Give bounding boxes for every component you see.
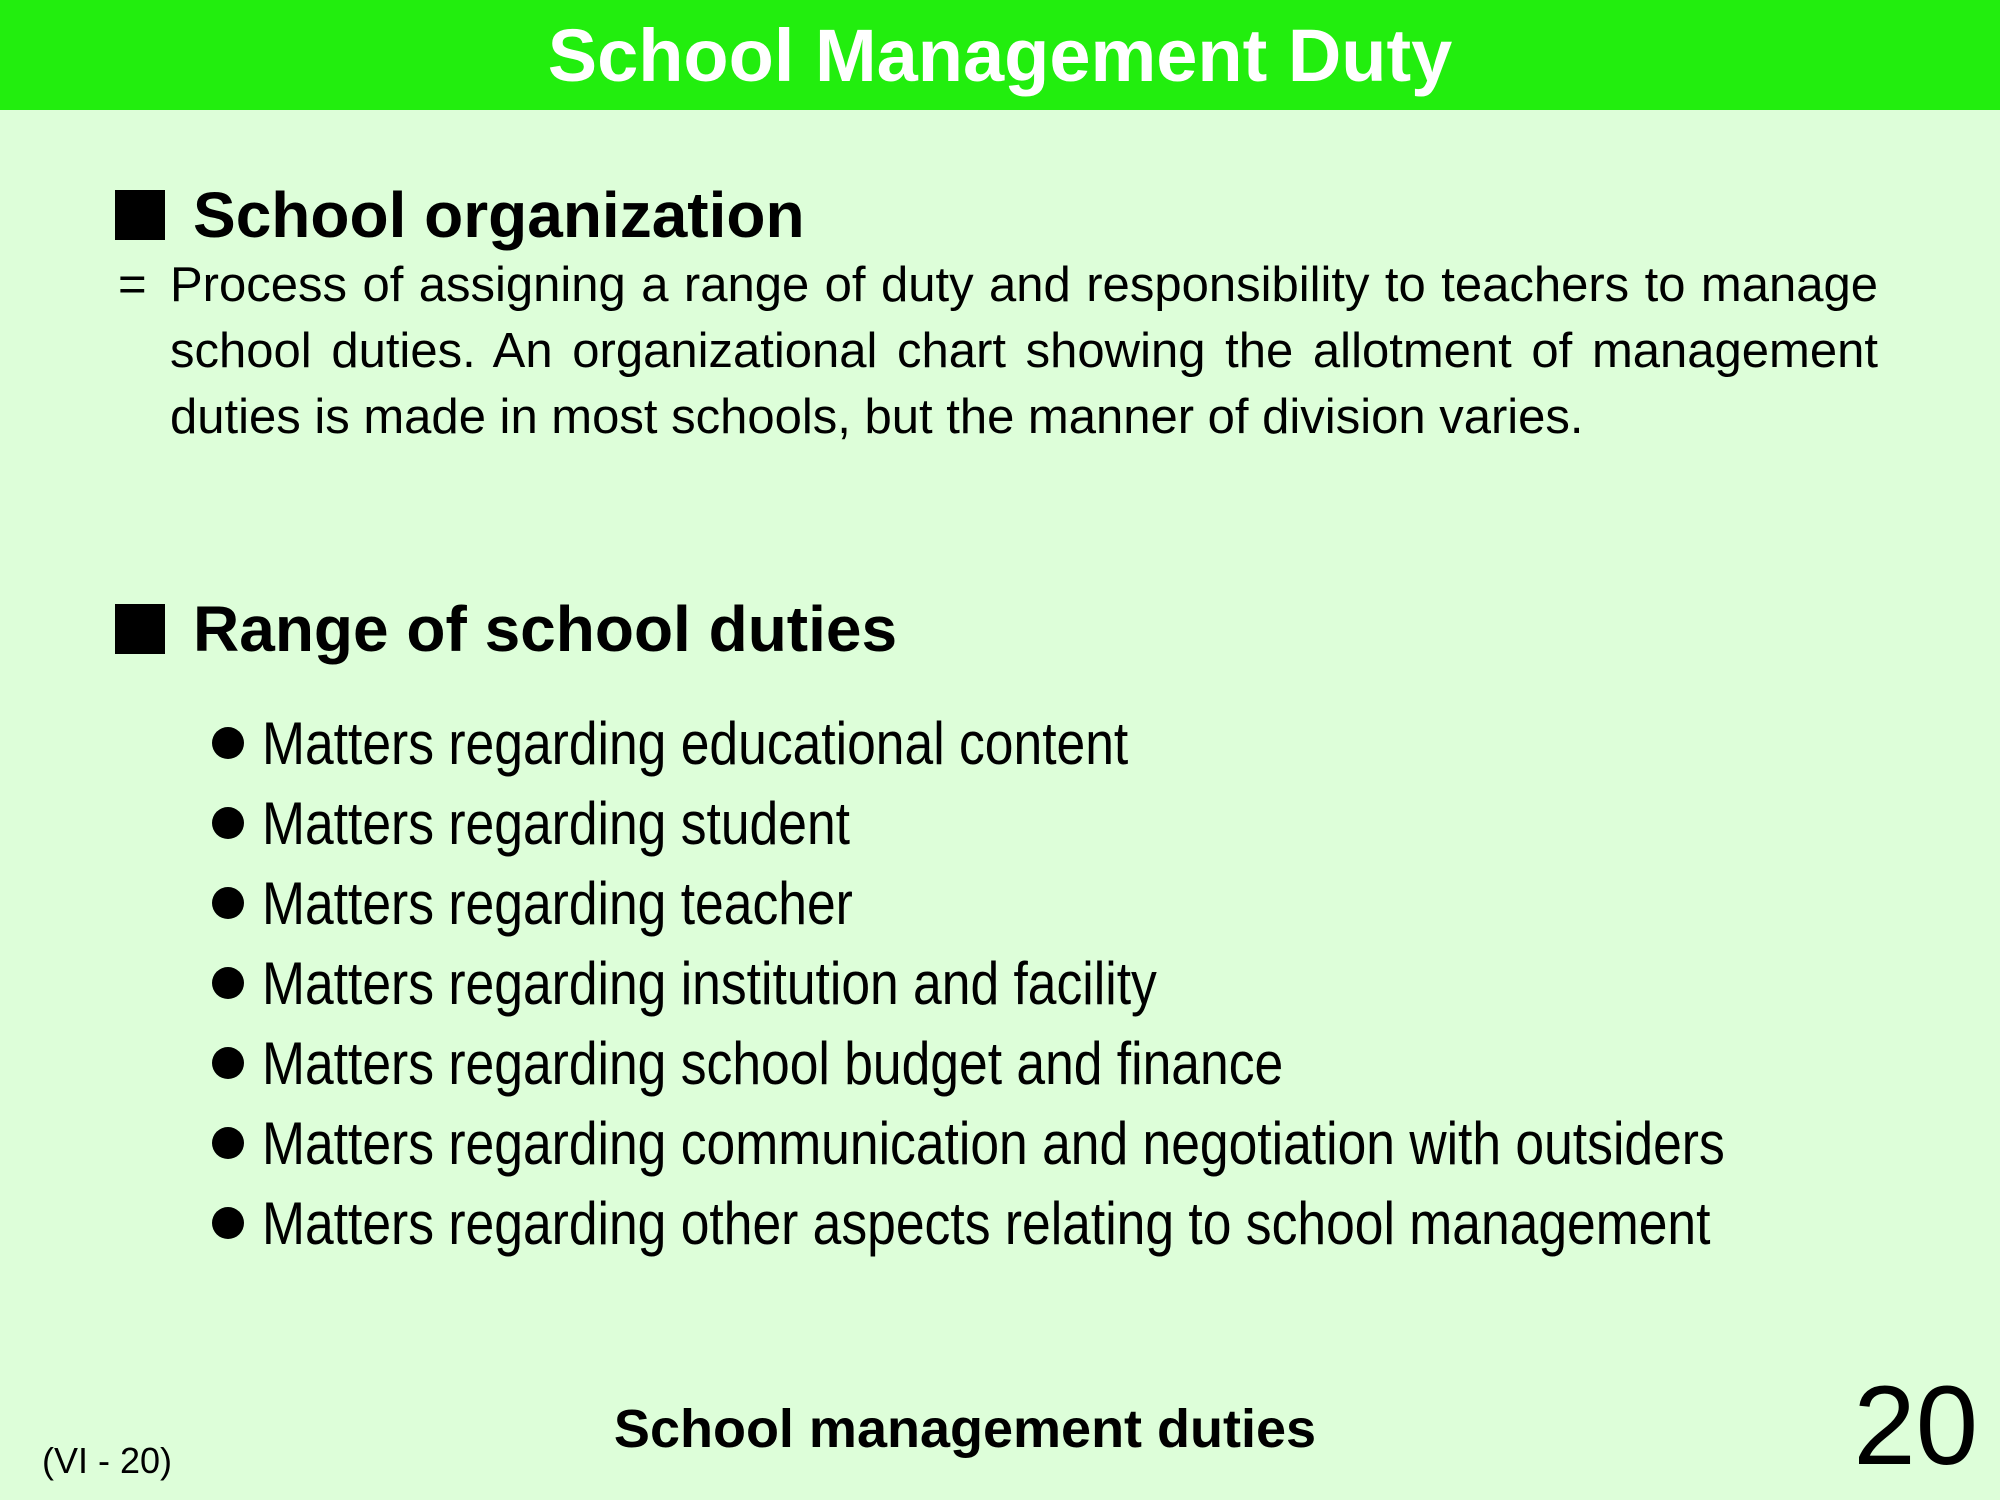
footer-title: School management duties <box>613 1399 1317 1459</box>
bullet-dot-icon <box>212 807 244 839</box>
definition-block <box>118 252 1878 450</box>
list-item-text: Matters regarding communication and negotiation with outsiders <box>262 1109 1725 1177</box>
title-bar <box>0 0 2000 110</box>
bullet-dot-icon <box>212 967 244 999</box>
list-item <box>212 1023 1963 1103</box>
bullet-dot-icon <box>212 1127 244 1159</box>
slide-reference: (VI - 20) <box>42 1440 173 1481</box>
list-item <box>212 863 1963 943</box>
list-item-text: Matters regarding school budget and finance <box>262 1029 1284 1097</box>
section-heading-label: Range of school duties <box>193 593 898 665</box>
duty-list <box>212 703 1963 1263</box>
bullet-dot-icon <box>212 1207 244 1239</box>
list-item-text: Matters regarding educational content <box>262 709 1129 777</box>
equals-prefix: = <box>118 258 147 312</box>
list-item-text: Matters regarding teacher <box>262 869 853 937</box>
list-item <box>212 1183 1963 1263</box>
definition-text: Process of assigning a range of duty and responsibility to teachers to manage school duties. An organizational chart showing the allotment of management duties is made in most schools, but the manner of division varies. <box>170 258 1878 444</box>
black-square-icon <box>115 190 165 240</box>
list-item-text: Matters regarding other aspects relating to school management <box>262 1189 1711 1257</box>
bullet-dot-icon <box>212 727 244 759</box>
bullet-dot-icon <box>212 887 244 919</box>
list-item <box>212 783 1963 863</box>
section-heading-range-of-duties <box>115 592 897 666</box>
black-square-icon <box>115 604 165 654</box>
list-item-text: Matters regarding institution and facility <box>262 949 1157 1017</box>
section-heading-label: School organization <box>193 179 805 251</box>
list-item <box>212 943 1963 1023</box>
bullet-dot-icon <box>212 1047 244 1079</box>
section-heading-school-organization <box>115 178 805 252</box>
list-item <box>212 1103 1963 1183</box>
list-item-text: Matters regarding student <box>262 789 850 857</box>
list-item <box>212 703 1963 783</box>
page-number: 20 <box>1853 1363 1978 1488</box>
page-title: School Management Duty <box>547 13 1453 97</box>
